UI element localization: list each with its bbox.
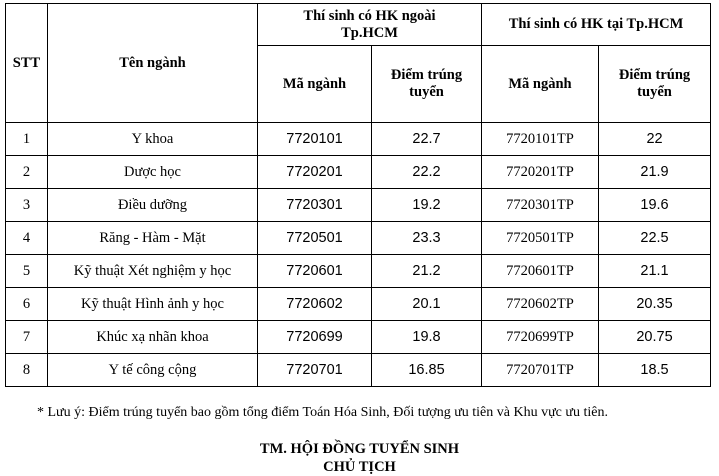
cell-code-inside: 7720602TP [482, 288, 599, 321]
footnote: * Lưu ý: Điểm trúng tuyển bao gồm tổng điểm Toán Hóa Sinh, Đối tượng ưu tiên và Khu vực ưu tiên. [37, 405, 608, 420]
cell-code-outside: 7720101 [258, 123, 372, 156]
header-stt: STT [6, 4, 48, 123]
cell-score-outside: 19.8 [372, 321, 482, 354]
table-row [6, 255, 711, 288]
header-score-outside: Điểm trúng tuyển [372, 46, 482, 123]
cell-code-inside: 7720699TP [482, 321, 599, 354]
admission-scores-table [5, 3, 711, 387]
cell-major-name: Khúc xạ nhãn khoa [48, 321, 258, 354]
cell-code-inside: 7720701TP [482, 354, 599, 387]
signature-title: TM. HỘI ĐỒNG TUYỂN SINH [259, 441, 460, 457]
cell-major-name: Dược học [48, 156, 258, 189]
header-code-outside: Mã ngành [258, 46, 372, 123]
table-row [6, 123, 711, 156]
table-row [6, 222, 711, 255]
cell-stt: 3 [6, 189, 48, 222]
cell-stt: 6 [6, 288, 48, 321]
cell-score-inside: 19.6 [599, 189, 711, 222]
header-major-name: Tên ngành [48, 4, 258, 123]
cell-score-outside: 23.3 [372, 222, 482, 255]
cell-code-outside: 7720699 [258, 321, 372, 354]
cell-code-inside: 7720201TP [482, 156, 599, 189]
cell-stt: 2 [6, 156, 48, 189]
cell-stt: 8 [6, 354, 48, 387]
cell-code-outside: 7720201 [258, 156, 372, 189]
table-row [6, 321, 711, 354]
header-group-outside: Thí sinh có HK ngoài Tp.HCM [258, 4, 482, 46]
header-score-inside: Điểm trúng tuyển [599, 46, 711, 123]
cell-code-outside: 7720301 [258, 189, 372, 222]
table-row [6, 156, 711, 189]
cell-score-inside: 21.9 [599, 156, 711, 189]
cell-score-inside: 21.1 [599, 255, 711, 288]
table-row [6, 189, 711, 222]
cell-score-inside: 20.35 [599, 288, 711, 321]
cell-major-name: Y tế công cộng [48, 354, 258, 387]
signature-role: CHỦ TỊCH [323, 459, 396, 475]
cell-code-outside: 7720701 [258, 354, 372, 387]
cell-major-name: Kỹ thuật Xét nghiệm y học [48, 255, 258, 288]
cell-major-name: Y khoa [48, 123, 258, 156]
cell-score-inside: 22.5 [599, 222, 711, 255]
cell-stt: 7 [6, 321, 48, 354]
cell-score-inside: 22 [599, 123, 711, 156]
cell-score-outside: 19.2 [372, 189, 482, 222]
table-row [6, 354, 711, 387]
cell-code-outside: 7720501 [258, 222, 372, 255]
cell-score-outside: 16.85 [372, 354, 482, 387]
cell-code-inside: 7720301TP [482, 189, 599, 222]
cell-score-outside: 20.1 [372, 288, 482, 321]
cell-major-name: Kỹ thuật Hình ảnh y học [48, 288, 258, 321]
cell-score-outside: 21.2 [372, 255, 482, 288]
cell-stt: 1 [6, 123, 48, 156]
cell-stt: 4 [6, 222, 48, 255]
header-code-inside: Mã ngành [482, 46, 599, 123]
cell-score-inside: 18.5 [599, 354, 711, 387]
cell-code-inside: 7720101TP [482, 123, 599, 156]
cell-major-name: Răng - Hàm - Mặt [48, 222, 258, 255]
cell-code-inside: 7720501TP [482, 222, 599, 255]
cell-score-outside: 22.2 [372, 156, 482, 189]
cell-code-outside: 7720601 [258, 255, 372, 288]
cell-score-inside: 20.75 [599, 321, 711, 354]
cell-code-outside: 7720602 [258, 288, 372, 321]
cell-score-outside: 22.7 [372, 123, 482, 156]
header-group-inside: Thí sinh có HK tại Tp.HCM [482, 4, 711, 46]
cell-stt: 5 [6, 255, 48, 288]
table-row [6, 288, 711, 321]
cell-code-inside: 7720601TP [482, 255, 599, 288]
cell-major-name: Điều dưỡng [48, 189, 258, 222]
